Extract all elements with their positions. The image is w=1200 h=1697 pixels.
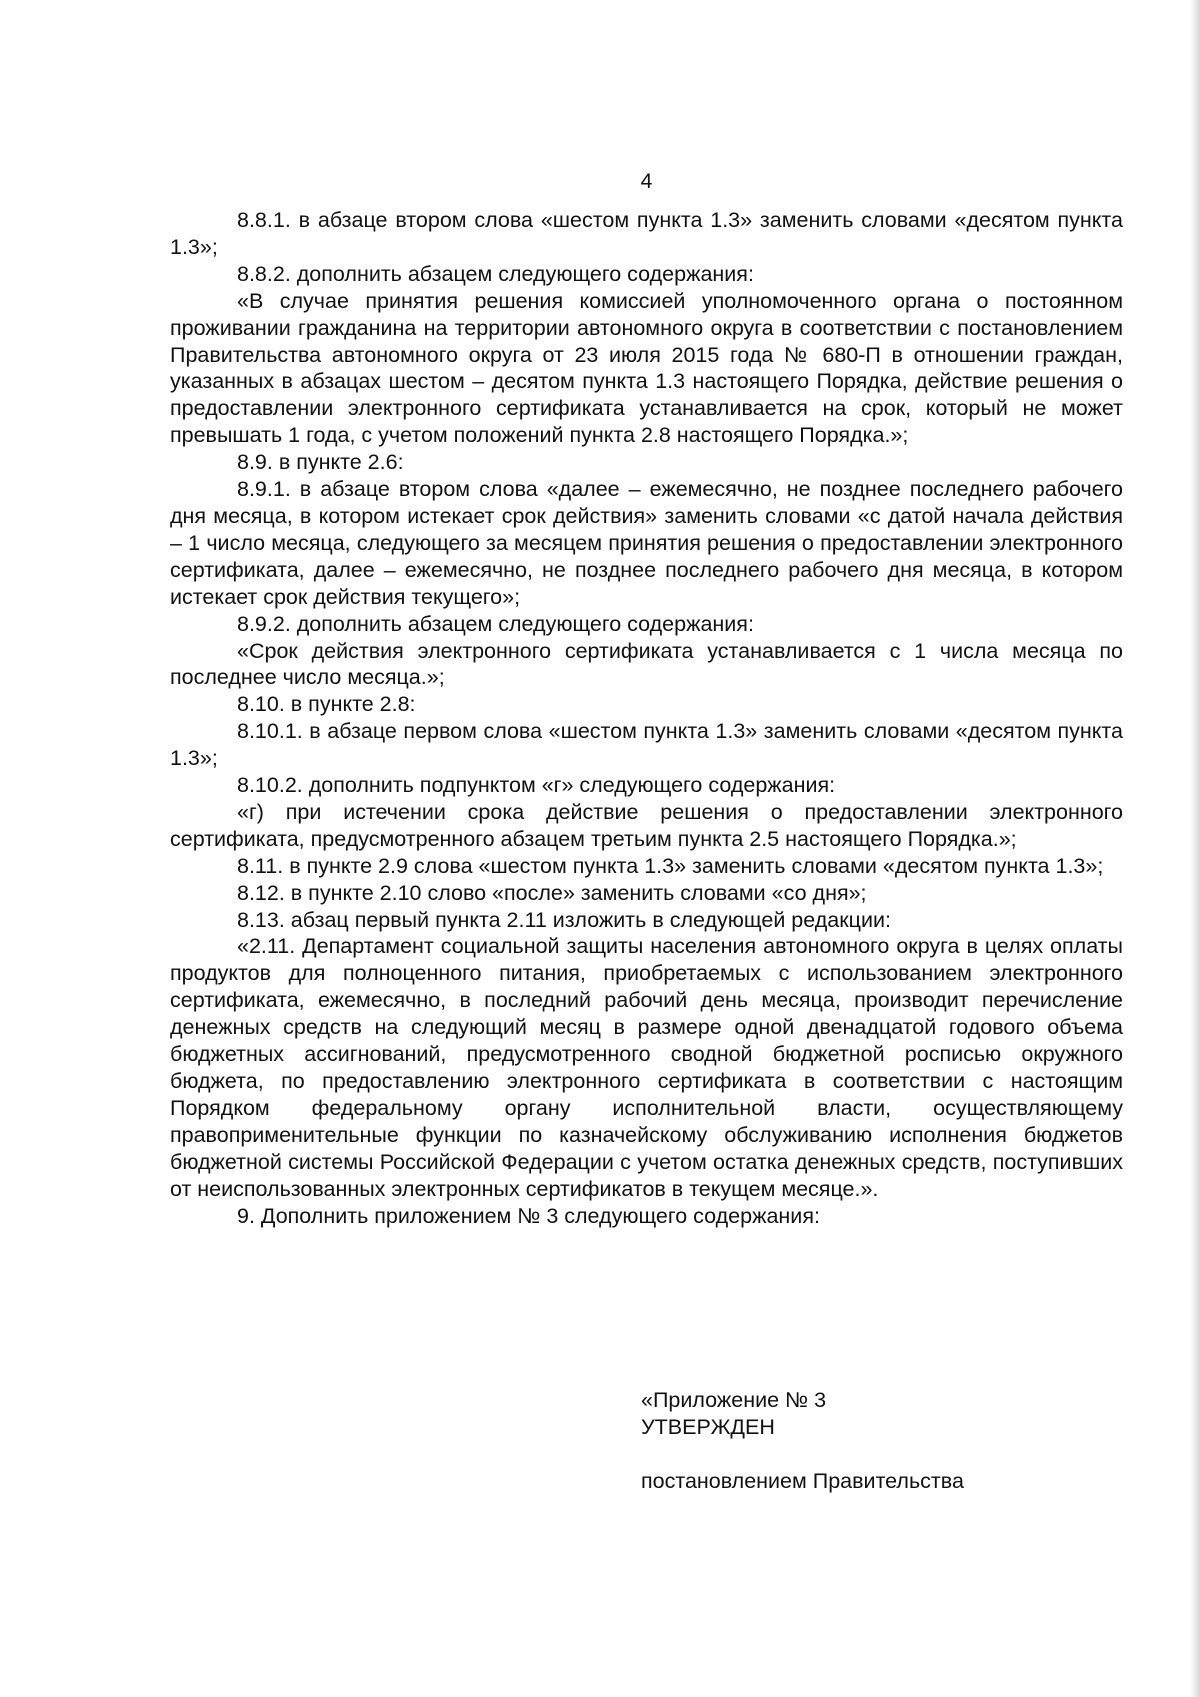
page-number: 4 [640,170,653,193]
approval-block [641,1387,1081,1495]
paragraph-8-11: 8.11. в пункте 2.9 слова «шестом пункта 1.3» заменить словами «десятом пункта 1.3»; [237,853,1104,878]
paragraph-8-10: 8.10. в пункте 2.8: [237,692,416,717]
paragraph-8-8-2-quote: «В случае принятия решения комиссией уполномоченного органа о постоянном проживании гражданина на территории автономного округа в соответствии с постановлением Правительства автономного округа от 23 июля 2015 года № 680-П в отношении граждан, указанных в абзацах шестом – десятом пункта 1.3 настоящего Порядка, действие решения о предоставлении электронного сертификата устанавливается на срок, который не может превышать 1 года, с учетом положений пункта 2.8 настоящего Порядка.»; [170,288,1123,448]
paragraph-8-8-1: 8.8.1. в абзаце втором слова «шестом пункта 1.3» заменить словами «десятом пункта 1.3»; [170,208,1123,259]
paragraph-8-12: 8.12. в пункте 2.10 слово «после» заменить словами «со дня»; [237,880,867,905]
paragraph-8-10-2-quote: «г) при истечении срока действие решения о предоставлении электронного сертификата, предусмотренного абзацем третьим пункта 2.5 настоящего Порядка.»; [170,799,1123,851]
paragraph-8-9-2: 8.9.2. дополнить абзацем следующего содержания: [237,611,754,636]
paragraph-8-10-2: 8.10.2. дополнить подпунктом «г» следующего содержания: [237,773,836,798]
paragraph-8-13-quote: «2.11. Департамент социальной защиты населения автономного округа в целях оплаты продуктов для полноценного питания, приобретаемых с использованием электронного сертификата, ежемесячно, в последний рабочий день месяца, производит перечисление денежных средств на следующий месяц в размере одной двенадцатой годового объема бюджетных ассигнований, предусмотренного сводной бюджетной росписью окружного бюджета, по предоставлению электронного сертификата в соответствии с настоящим Порядком федеральному органу исполнительной власти, осуществляющему правоприменительные функции по казначейскому обслуживанию исполнения бюджетов бюджетной системы Российской Федерации с учетом остатка денежных средств, поступивших от неиспользованных электронных сертификатов в текущем месяце.». [170,934,1123,1201]
paragraph-8-9: 8.9. в пункте 2.6: [237,450,404,475]
paragraph-8-9-2-quote: «Срок действия электронного сертификата устанавливается с 1 числа месяца по последнее число месяца.»; [170,638,1123,690]
paragraph-9: 9. Дополнить приложением № 3 следующего содержания: [237,1203,820,1228]
appendix-label: «Приложение № 3 [641,1388,827,1412]
paragraph-8-8-2: 8.8.2. дополнить абзацем следующего содержания: [237,261,754,286]
paragraph-8-13: 8.13. абзац первый пункта 2.11 изложить в следующей редакции: [237,907,891,932]
page-edge-shadow [1190,0,1200,1697]
approved-label: УТВЕРЖДЕН [641,1414,775,1439]
paragraph-8-10-1: 8.10.1. в абзаце первом слова «шестом пункта 1.3» заменить словами «десятом пункта 1.3»; [170,719,1123,771]
approved-by-label: постановлением Правительства [641,1468,964,1493]
paragraph-8-9-1: 8.9.1. в абзаце втором слова «далее – ежемесячно, не позднее последнего рабочего дня месяца, в котором истекает срок действия» заменить словами «с датой начала действия – 1 число месяца, следующего за месяцем принятия решения о предоставлении электронного сертификата, далее – ежемесячно, не позднее последнего рабочего дня месяца, в котором истекает срок действия текущего»; [170,477,1123,609]
document-body [170,207,1123,1229]
